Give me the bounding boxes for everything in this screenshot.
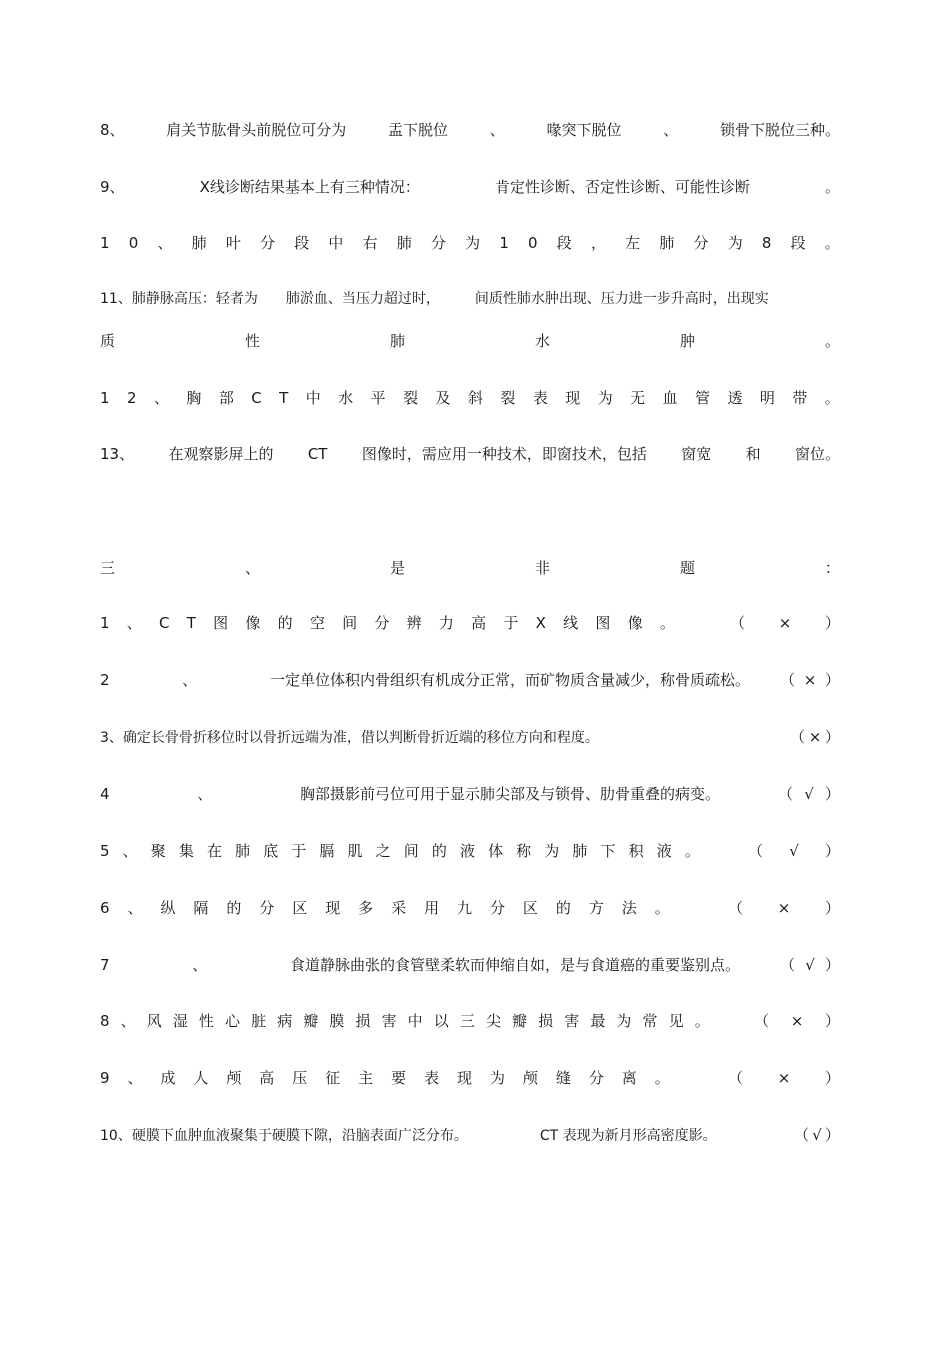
text-segment: 集 [178,842,194,860]
text-segment: 为 [616,1012,632,1030]
text-segment: C [251,389,262,407]
answer-bracket: ） [824,899,840,917]
text-segment: 法 [621,899,637,917]
text-segment: 于 [291,842,307,860]
answer-symbol: × [777,899,791,917]
text-segment: 窗位。 [794,445,840,463]
text-segment: 中 [305,389,321,407]
statement [100,1068,670,1088]
text-segment: 缝 [555,1069,571,1087]
true-false-item [100,670,840,690]
text-segment: ： [824,559,840,577]
text-segment: 人 [193,1069,209,1087]
statement [100,1126,717,1146]
true-false-item [100,841,840,861]
text-segment: 害 [564,1012,580,1030]
text-segment: 隔 [193,899,209,917]
text-segment: 明 [759,389,775,407]
text-segment: 4 [100,785,110,803]
answer-symbol: × [803,671,817,689]
text-segment: 图 [213,614,229,632]
text-segment: 颅 [226,1069,242,1087]
text-segment: 征 [325,1069,341,1087]
text-segment: 1 [100,614,110,632]
answer-bracket: ） [824,614,840,632]
text-segment: 部 [218,389,234,407]
text-segment: T [279,389,289,407]
text-segment: 2 [126,389,137,407]
answer-bracket: ） [824,956,840,974]
answer-mark [728,1068,840,1088]
text-segment: 采 [391,899,407,917]
text-segment: 区 [292,899,308,917]
text-segment: 害 [381,1012,397,1030]
text-segment: 聚 [150,842,166,860]
text-segment: 为 [544,842,560,860]
text-segment: 心 [225,1012,241,1030]
text-segment: 锁骨下脱位三种。 [719,121,840,139]
text-segment: 颅 [522,1069,538,1087]
answer-mark [778,784,840,804]
text-segment: 肺 [389,332,405,350]
question-11-line-2 [100,331,840,351]
text-segment: 盂下脱位 [388,121,449,139]
text-segment: 段 [294,234,310,252]
text-segment: 。 [654,1069,670,1087]
text-segment: 、 [157,234,173,252]
text-segment: 9、 [100,178,125,196]
text-segment: 质 [100,332,116,350]
section-3-title [100,558,840,578]
question-10 [100,233,840,253]
text-segment: 叶 [225,234,241,252]
text-segment: 压 [292,1069,308,1087]
text-segment: 图像时，需应用一种技术，即窗技术，包括 [361,445,647,463]
text-segment: 1 [499,234,509,252]
statement [100,1011,710,1031]
text-segment: 肺 [235,842,251,860]
text-segment: 右 [362,234,378,252]
text-segment: T [186,614,196,632]
statement [100,670,750,690]
text-segment: 斜 [467,389,483,407]
answer-mark [748,841,840,861]
text-segment: 间 [342,614,358,632]
answer-bracket: （ [728,1069,744,1087]
answer-bracket: （ [754,1012,770,1030]
text-segment: CT [307,445,328,463]
text-segment: 、 [153,389,169,407]
text-segment: 8 [761,234,772,252]
text-segment: 分 [430,234,446,252]
answer-bracket: （ [780,671,796,689]
text-segment: 段 [790,234,806,252]
text-segment: 是 [389,559,405,577]
answer-mark [728,898,840,918]
text-segment: 0 [528,234,538,252]
text-segment: 九 [457,899,473,917]
text-segment: 肺 [191,234,207,252]
text-segment: 现 [565,389,581,407]
text-segment: 为 [727,234,743,252]
text-segment: 水 [338,389,354,407]
text-segment: 、 [126,614,142,632]
true-false-item [100,784,840,804]
text-segment: 。 [694,1012,710,1030]
answer-bracket: （ [730,614,746,632]
text-segment: 像 [245,614,261,632]
text-segment: 膈 [319,842,335,860]
text-segment: 、 [197,785,213,803]
text-segment: 、 [663,121,679,139]
text-segment: 以 [433,1012,449,1030]
answer-symbol: × [777,1069,791,1087]
text-segment: 肿 [679,332,695,350]
text-segment: 。 [684,842,700,860]
text-segment: 于 [503,614,519,632]
text-segment: 。 [824,234,840,252]
statement [100,613,675,633]
text-segment: 水 [534,332,550,350]
text-segment: 表 [424,1069,440,1087]
answer-symbol: √ [812,1126,822,1144]
answer-bracket: ） [824,1126,840,1144]
true-false-item [100,1068,840,1088]
text-segment: 三 [459,1012,475,1030]
text-segment: 分 [260,234,276,252]
text-segment: 瓣 [303,1012,319,1030]
text-segment: 脏 [251,1012,267,1030]
answer-mark [730,613,840,633]
question-12 [100,388,840,408]
answer-symbol: × [778,614,792,632]
text-segment: ， [590,234,606,252]
text-segment: 5 [100,842,110,860]
true-false-item [100,1125,840,1146]
question-8 [100,120,840,140]
text-segment: 三 [100,559,116,577]
text-segment: 成 [160,1069,176,1087]
text-segment: 中 [328,234,344,252]
statement-text: 10、硬膜下血肿血液聚集于硬膜下隙，沿脑表面广泛分布。 [100,1128,468,1144]
answer-bracket: （ [780,956,796,974]
text-segment: 分 [374,614,390,632]
text-segment: 要 [391,1069,407,1087]
text-segment: 见 [668,1012,684,1030]
text-segment: 分 [489,899,505,917]
text-segment: 、 [182,671,198,689]
text-segment: 膜 [329,1012,345,1030]
text-segment: 8 [100,1012,110,1030]
text-segment: 肯定性诊断、否定性诊断、可能性诊断 [494,178,750,196]
text-segment: 9 [100,1069,110,1087]
text-segment: 。 [654,899,670,917]
answer-bracket: （ [778,785,794,803]
text-segment: 0 [128,234,139,252]
text-segment: 尖 [485,1012,501,1030]
text-segment: 食道静脉曲张的食管壁柔软而伸缩自如，是与食道癌的重要鉴别点。 [289,956,740,974]
text-segment: 高 [259,1069,275,1087]
text-segment: 无 [630,389,646,407]
text-segment: 最 [590,1012,606,1030]
answer-mark [780,955,840,975]
answer-bracket: （ [794,1126,810,1144]
text-segment: 2 [100,671,110,689]
text-segment: 性 [198,1012,214,1030]
answer-symbol: √ [804,785,814,803]
text-segment: 、 [122,842,138,860]
statement [100,728,599,748]
text-segment: 题 [679,559,695,577]
text-segment: 、 [127,1069,143,1087]
answer-symbol: √ [789,842,799,860]
text-segment: 为 [597,389,613,407]
text-segment: 的 [431,842,447,860]
text-segment: 、 [489,121,505,139]
text-segment: 、 [244,559,260,577]
text-segment: C [159,614,170,632]
question-9 [100,177,840,197]
text-segment: 纵 [160,899,176,917]
true-false-item [100,898,840,918]
text-segment: 胸 [186,389,202,407]
answer-bracket: ） [824,842,840,860]
answer-symbol: × [808,728,822,746]
text-segment: 区 [522,899,538,917]
statement [100,898,670,918]
text-segment: 。 [824,178,840,196]
answer-bracket: ） [824,671,840,689]
text-segment: 风 [146,1012,162,1030]
text-segment: 之 [375,842,391,860]
text-segment: 透 [727,389,743,407]
text-segment: 管 [695,389,711,407]
text-segment: 8、 [100,121,125,139]
answer-symbol: × [790,1012,804,1030]
text-segment: 胸部摄影前弓位可用于显示肺尖部及与锁骨、肋骨重叠的病变。 [299,785,720,803]
text-segment: 湿 [172,1012,188,1030]
text-segment: 1 [100,234,110,252]
text-segment: 现 [457,1069,473,1087]
answer-bracket: （ [748,842,764,860]
text-segment: 的 [226,899,242,917]
statement [100,841,700,861]
statement [100,955,740,975]
text-segment: 肺 [572,842,588,860]
statement-text: 3、确定长骨骨折移位时以骨折远端为准，借以判断骨折近端的移位方向和程度。 [100,730,599,746]
text-segment: 损 [355,1012,371,1030]
text-segment: 多 [358,899,374,917]
text-segment: 肺 [396,234,412,252]
text-segment: 段 [556,234,572,252]
text-segment: 称 [516,842,532,860]
text-segment: 左 [625,234,641,252]
text-segment: 。 [824,332,840,350]
text-segment: 为 [465,234,481,252]
true-false-item [100,727,840,748]
text-segment: X线诊断结果基本上有三种情况： [199,178,420,196]
text-segment: 肺 [659,234,675,252]
text-segment: 一定单位体积内骨组织有机成分正常，而矿物质含量减少，称骨质疏松。 [269,671,750,689]
answer-bracket: ） [824,1012,840,1030]
text-segment: 用 [424,899,440,917]
answer-mark [790,727,840,747]
text-segment: 肩关节肱骨头前脱位可分为 [166,121,347,139]
text-segment: 高 [471,614,487,632]
text-segment: 病 [277,1012,293,1030]
answer-bracket: （ [728,899,744,917]
answer-mark [780,670,840,690]
text-segment: 性 [244,332,260,350]
text-segment: 图 [595,614,611,632]
text-segment: 带 [792,389,808,407]
text-segment: 6 [100,899,110,917]
text-segment: 辨 [406,614,422,632]
text-segment: 13、 [100,445,135,463]
text-segment: 窗宽 [681,445,712,463]
text-segment: 现 [325,899,341,917]
statement-text-2: CT 表现为新月形高密度影。 [539,1128,717,1144]
text-segment: 分 [588,1069,604,1087]
text-segment: X [535,614,546,632]
text-segment: 常 [642,1012,658,1030]
text-segment: 像 [627,614,643,632]
text-segment: 离 [621,1069,637,1087]
text-segment: 分 [693,234,709,252]
text-segment: 体 [488,842,504,860]
text-segment: 肌 [347,842,363,860]
text-segment: 分 [259,899,275,917]
answer-symbol: √ [805,956,815,974]
text-segment: 积 [628,842,644,860]
text-segment: 在观察影屏上的 [168,445,274,463]
text-segment: 在 [206,842,222,860]
text-segment: 为 [489,1069,505,1087]
text-segment: 平 [370,389,386,407]
text-segment: 间 [403,842,419,860]
true-false-item [100,613,840,633]
text-segment: 。 [659,614,675,632]
text-segment: 裂 [403,389,419,407]
true-false-item [100,1011,840,1031]
text-segment: 中 [407,1012,423,1030]
text-segment: 。 [824,389,840,407]
text-segment: 、 [120,1012,136,1030]
true-false-item [100,955,840,975]
text-segment: 、 [192,956,208,974]
text-segment: 1 [100,389,110,407]
text-segment: 线 [563,614,579,632]
text-segment: 方 [588,899,604,917]
text-segment: 和 [745,445,761,463]
text-segment: 、 [127,899,143,917]
answer-bracket: ） [824,728,840,746]
text-segment: 裂 [500,389,516,407]
question-13 [100,444,840,464]
text-segment: 损 [538,1012,554,1030]
text-segment: 下 [600,842,616,860]
answer-bracket: ） [824,785,840,803]
text-segment: 空 [309,614,325,632]
answer-bracket: （ [790,728,806,746]
text-segment: 表 [532,389,548,407]
answer-mark [794,1125,840,1145]
text-segment: 液 [459,842,475,860]
text-segment: 力 [438,614,454,632]
text-segment: 的 [277,614,293,632]
question-11-line-1: 11、肺静脉高压：轻者为 肺淤血、当压力超过时， 间质性肺水肿出现、压力进一步升高时，出现实 [100,291,769,307]
text-segment: 非 [534,559,550,577]
text-segment: 底 [263,842,279,860]
text-segment: 液 [656,842,672,860]
text-segment: 主 [358,1069,374,1087]
text-segment: 7 [100,956,110,974]
text-segment: 瓣 [512,1012,528,1030]
answer-bracket: ） [824,1069,840,1087]
text-segment: 的 [555,899,571,917]
answer-mark [754,1011,840,1031]
statement [100,784,720,804]
text-segment: 血 [662,389,678,407]
text-segment: 喙突下脱位 [546,121,622,139]
text-segment: 及 [435,389,451,407]
